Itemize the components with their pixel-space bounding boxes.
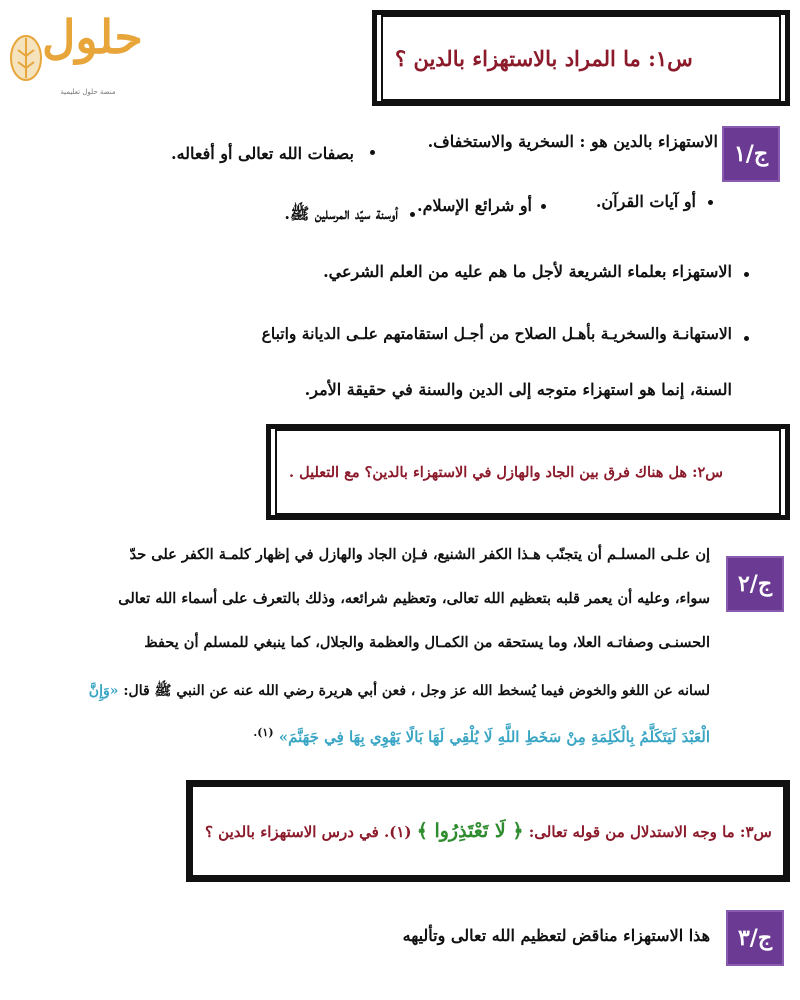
answer-3-text: هذا الاستهزاء مناقض لتعظيم الله تعالى وتأليهه <box>402 926 710 945</box>
question-3-prefix: س٣: ما وجه الاستدلال من قوله تعالى: <box>528 823 772 841</box>
question-3-suffix: (١). في درس الاستهزاء بالدين ؟ <box>205 823 412 841</box>
question-2-text: س٢: هل هناك فرق بين الجاد والهازل في الاستهزاء بالدين؟ مع التعليل . <box>289 463 723 481</box>
answer-2-line-4-text: لسانه عن اللغو والخوض فيما يُسخط الله عز وجل ، فعن أبي هريرة رضي الله عنه عن النبي ﷺ قال: <box>123 683 710 699</box>
logo-wordmark: حلول <box>42 10 143 64</box>
logo-tagline: منصة حلول تعليمية <box>60 88 116 96</box>
answer-1-item-righteous-cont: السنة، إنما هو استهزاء متوجه إلى الدين والسنة في حقيقة الأمر. <box>304 380 732 399</box>
bullet-dot <box>708 200 713 205</box>
question-3-text <box>205 820 772 842</box>
answer-2-hadith-line <box>253 726 710 746</box>
answer-1-item-scholars: الاستهزاء بعلماء الشريعة لأجل ما هم عليه من العلم الشرعي. <box>323 262 732 281</box>
hadith-text: الْعَبْدَ لَيَتَكَلَّمُ بِالْكَلِمَةِ مِنْ سَخَطِ اللَّهِ لَا يُلْقِي لَهَا بَالًا يَهْوِي بِهَا فِي جَهَنَّمَ» <box>278 728 710 746</box>
question-1-text: س١: ما المراد بالاستهزاء بالدين ؟ <box>395 45 693 71</box>
answer-1-item-righteous: الاستهانـة والسخريـة بأهـل الصلاح من أجـل استقامتهم علـى الديانة واتباع <box>261 324 732 343</box>
answer-1-item-attributes: بصفات الله تعالى أو أفعاله. <box>171 144 354 163</box>
answer-2-line-1: إن علـى المسلـم أن يتجنّب هـذا الكفر الشنيع، فـإن الجاد والهازل في إظهار كلمـة الكفر على حدّ <box>129 546 710 563</box>
answer-2-line-2: سواء، وعليه أن يعمر قلبه بتعظيم الله تعالى، وتعظيم شرائعه، وذلك بالتعرف على أسماء الله تعالى <box>118 590 710 607</box>
answer-1-item-sunnah: أوسنة سيّد المرسلين ﷺ. <box>284 204 398 223</box>
answer-2-line-3: الحسنـى وصفاتـه العلا، وما يستحقه من الكمـال والعظمة والجلال، كما ينبغي للمسلم أن يحفظ <box>144 634 710 651</box>
footnote-marker: (١). <box>253 726 274 739</box>
bullet-dot <box>541 204 546 209</box>
answer-1-item-sharia: أو شرائع الإسلام. <box>417 196 532 215</box>
bullet-dot <box>744 272 749 277</box>
hadith-opening: «وَإِنَّ <box>88 683 119 699</box>
question-1-box <box>372 10 790 106</box>
answer-1-intro: الاستهزاء بالدين هو : السخرية والاستخفاف. <box>427 132 718 151</box>
bullet-dot <box>410 212 415 217</box>
question-2-box <box>266 424 790 520</box>
answer-3-badge: ج/٣ <box>726 910 784 966</box>
question-3-verse: ﴿ لَا تَعْتَذِرُوا ﴾ <box>416 820 524 842</box>
answer-2-line-4 <box>89 682 710 702</box>
answer-2-badge: ج/٢ <box>726 556 784 612</box>
bullet-dot <box>370 150 375 155</box>
bullet-dot <box>744 336 749 341</box>
logo <box>6 8 143 108</box>
answer-1-badge: ج/١ <box>722 126 780 182</box>
answer-1-item-quran: أو آيات القرآن. <box>595 192 696 211</box>
question-3-box <box>186 780 790 882</box>
feather-emblem-icon <box>6 32 46 84</box>
